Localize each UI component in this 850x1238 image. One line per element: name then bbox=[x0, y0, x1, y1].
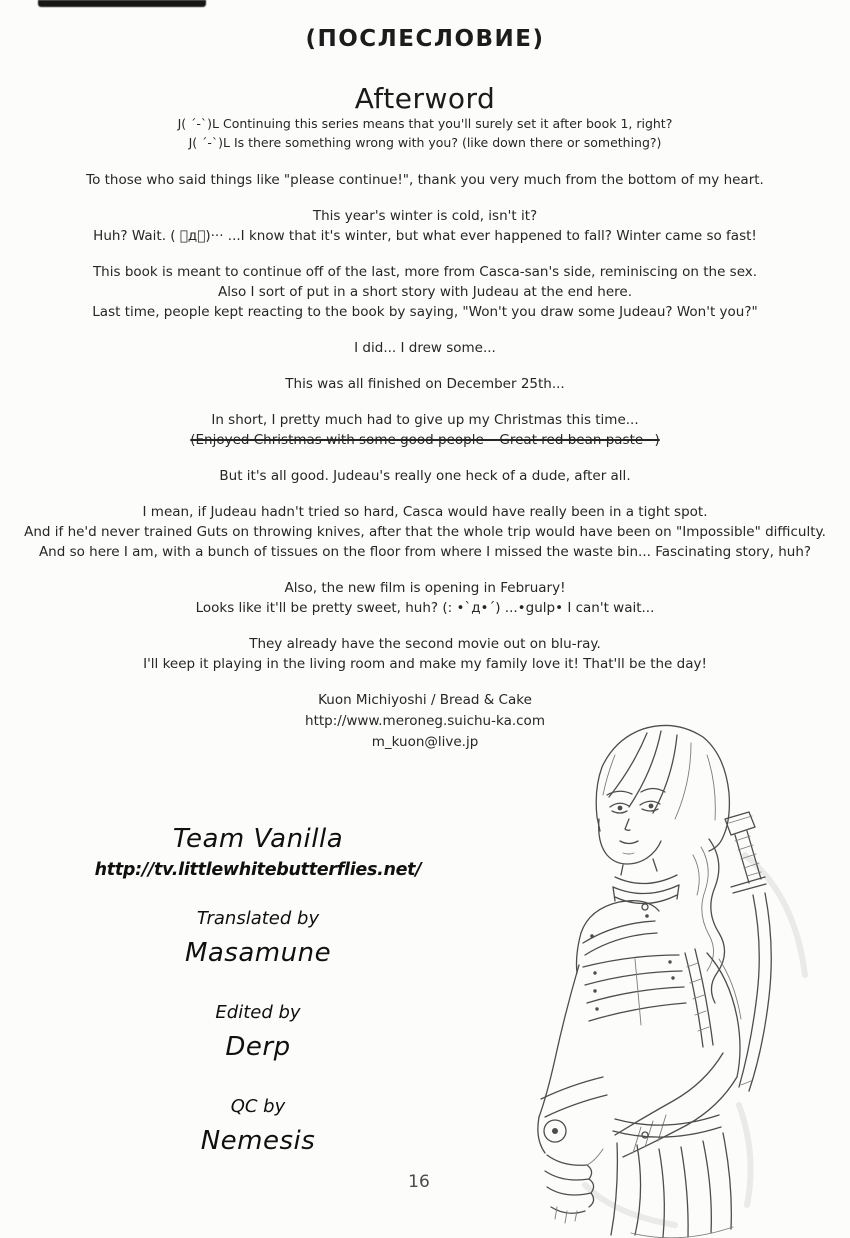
body-paragraph bbox=[18, 338, 832, 358]
page-title: Afterword bbox=[354, 82, 496, 115]
paragraphs-container bbox=[18, 170, 832, 674]
scan-artifact-bar bbox=[38, 0, 206, 7]
body-paragraph bbox=[18, 262, 832, 322]
body-line: I mean, if Judeau hadn't tried so hard, Casca would have really been in a tight spot. bbox=[142, 504, 708, 520]
judeau-sketch-svg bbox=[495, 715, 850, 1238]
body-line: Huh? Wait. ( ゚д゚)··· ...I know that it's winter, but what ever happened to fall? Winter came so fast! bbox=[93, 228, 757, 244]
page-number: 16 bbox=[408, 1172, 430, 1192]
credit-label: QC by bbox=[230, 1096, 286, 1117]
team-name: Team Vanilla bbox=[172, 824, 344, 854]
body-line: I did... I drew some... bbox=[354, 340, 496, 356]
body-line: In short, I pretty much had to give up my Christmas this time... bbox=[211, 412, 639, 428]
credit-label: Edited by bbox=[215, 1002, 301, 1023]
body-paragraph bbox=[18, 206, 832, 246]
credit-translator bbox=[58, 908, 458, 968]
credit-name: Masamune bbox=[184, 938, 332, 968]
author-email: m_kuon@live.jp bbox=[371, 734, 479, 750]
body-line: They already have the second movie out on blu-ray. bbox=[249, 636, 601, 652]
credit-editor bbox=[58, 1002, 458, 1062]
body-line: I'll keep it playing in the living room and make my family love it! That'll be the day! bbox=[143, 656, 707, 672]
credit-label: Translated by bbox=[196, 908, 320, 929]
author-name: Kuon Michiyoshi / Bread & Cake bbox=[318, 692, 532, 708]
author-url: http://www.meroneg.suichu-ka.com bbox=[305, 713, 545, 729]
body-paragraph bbox=[18, 578, 832, 618]
body-line: Also, the new film is opening in February! bbox=[284, 580, 566, 596]
body-line: And so here I am, with a bunch of tissues on the floor from where I missed the waste bin... Fascinating story, huh? bbox=[38, 544, 812, 560]
credit-name: Nemesis bbox=[200, 1126, 316, 1156]
header-russian-title: (ПОСЛЕСЛОВИЕ) bbox=[305, 26, 545, 52]
body-line: Looks like it'll be pretty sweet, huh? (: •`д•´) ...•gulp• I can't wait... bbox=[195, 600, 655, 616]
body-paragraph bbox=[18, 466, 832, 486]
intro-block bbox=[18, 114, 832, 152]
body-line: This was all finished on December 25th... bbox=[285, 376, 565, 392]
intro-line: J( ´-`)L Is there something wrong with you? (like down there or something?) bbox=[188, 135, 662, 150]
afterword-body bbox=[18, 114, 832, 769]
credit-qc bbox=[58, 1096, 458, 1156]
body-line: Last time, people kept reacting to the book by saying, "Won't you draw some Judeau? Won't you?" bbox=[92, 304, 758, 320]
body-paragraph bbox=[18, 410, 832, 450]
body-line: But it's all good. Judeau's really one heck of a dude, after all. bbox=[219, 468, 631, 484]
body-paragraph bbox=[18, 170, 832, 190]
pencil-sketch-illustration bbox=[495, 715, 850, 1238]
body-paragraph bbox=[18, 634, 832, 674]
body-line: To those who said things like "please continue!", thank you very much from the bottom of my heart. bbox=[86, 172, 764, 188]
intro-line: J( ´-`)L Continuing this series means that you'll surely set it after book 1, right? bbox=[177, 116, 673, 131]
team-url: http://tv.littlewhitebutterflies.net/ bbox=[94, 860, 422, 880]
body-line: Also I sort of put in a short story with Judeau at the end here. bbox=[217, 284, 633, 300]
body-line: This year's winter is cold, isn't it? bbox=[312, 208, 538, 224]
body-line: This book is meant to continue off of the last, more from Casca-san's side, reminiscing on the sex. bbox=[92, 264, 758, 280]
body-paragraph bbox=[18, 502, 832, 562]
credit-name: Derp bbox=[225, 1032, 291, 1062]
body-line: And if he'd never trained Guts on throwing knives, after that the whole trip would have been on "Impossible" difficulty. bbox=[24, 524, 826, 540]
team-header bbox=[58, 824, 458, 880]
body-paragraph bbox=[18, 374, 832, 394]
body-line: (Enjoyed Christmas with some good people~ Great red bean paste~) bbox=[190, 432, 660, 448]
